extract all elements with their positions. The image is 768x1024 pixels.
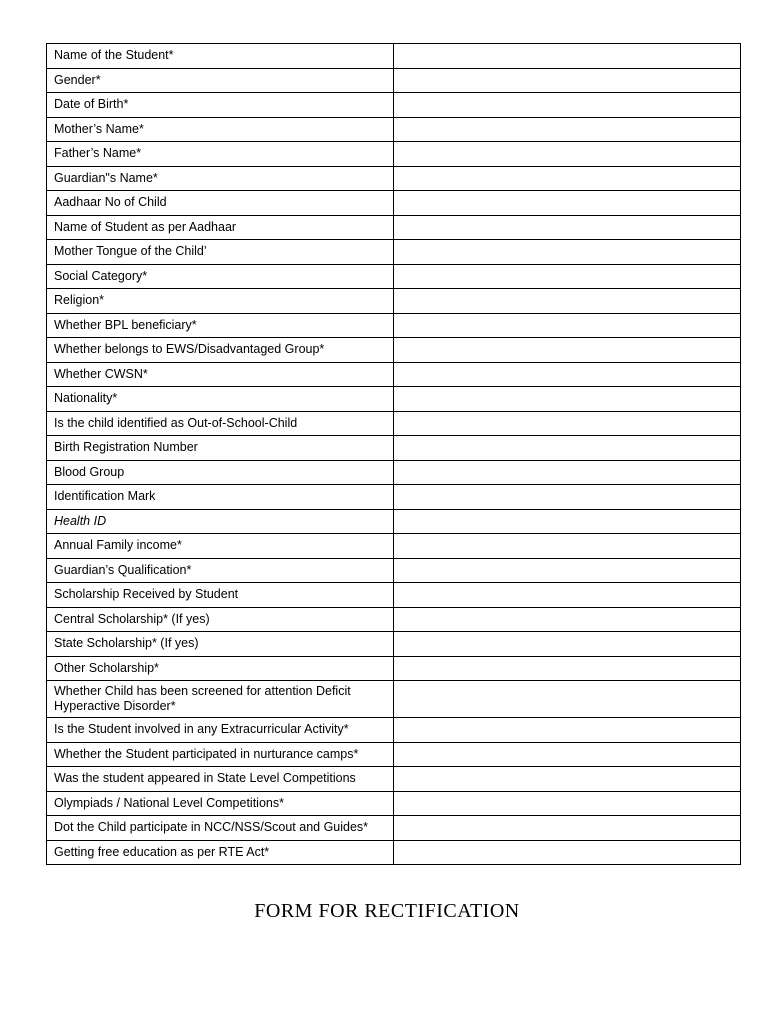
field-label: Social Category*	[47, 264, 394, 289]
field-label: Date of Birth*	[47, 93, 394, 118]
field-value[interactable]	[394, 681, 741, 718]
field-value[interactable]	[394, 485, 741, 510]
field-label: Getting free education as per RTE Act*	[47, 840, 394, 865]
field-label: Whether the Student participated in nurturance camps*	[47, 742, 394, 767]
form-row	[47, 656, 741, 681]
field-label: Name of Student as per Aadhaar	[47, 215, 394, 240]
form-row	[47, 607, 741, 632]
field-label: Gender*	[47, 68, 394, 93]
field-label: Whether BPL beneficiary*	[47, 313, 394, 338]
field-value[interactable]	[394, 142, 741, 167]
field-value[interactable]	[394, 289, 741, 314]
form-row	[47, 791, 741, 816]
field-value[interactable]	[394, 387, 741, 412]
form-row	[47, 215, 741, 240]
field-label: Dot the Child participate in NCC/NSS/Scout and Guides*	[47, 816, 394, 841]
form-row	[47, 313, 741, 338]
field-value[interactable]	[394, 411, 741, 436]
field-value[interactable]	[394, 117, 741, 142]
field-label: Religion*	[47, 289, 394, 314]
field-value[interactable]	[394, 791, 741, 816]
form-row	[47, 485, 741, 510]
form-row	[47, 142, 741, 167]
form-row	[47, 742, 741, 767]
field-label: Other Scholarship*	[47, 656, 394, 681]
field-value[interactable]	[394, 362, 741, 387]
form-row	[47, 387, 741, 412]
form-row	[47, 93, 741, 118]
field-value[interactable]	[394, 313, 741, 338]
field-label: Name of the Student*	[47, 44, 394, 69]
field-value[interactable]	[394, 742, 741, 767]
form-row	[47, 509, 741, 534]
field-label: Olympiads / National Level Competitions*	[47, 791, 394, 816]
field-value[interactable]	[394, 632, 741, 657]
form-row	[47, 68, 741, 93]
form-row	[47, 436, 741, 461]
form-row	[47, 44, 741, 69]
form-row	[47, 534, 741, 559]
field-label: Whether CWSN*	[47, 362, 394, 387]
field-value[interactable]	[394, 816, 741, 841]
form-row	[47, 460, 741, 485]
form-row	[47, 583, 741, 608]
form-row	[47, 718, 741, 743]
field-value[interactable]	[394, 840, 741, 865]
form-row	[47, 191, 741, 216]
field-value[interactable]	[394, 656, 741, 681]
field-label: Guardian’s Qualification*	[47, 558, 394, 583]
form-row	[47, 840, 741, 865]
form-row	[47, 816, 741, 841]
field-value[interactable]	[394, 338, 741, 363]
field-value[interactable]	[394, 191, 741, 216]
field-label: State Scholarship* (If yes)	[47, 632, 394, 657]
field-value[interactable]	[394, 44, 741, 69]
field-value[interactable]	[394, 718, 741, 743]
form-row	[47, 117, 741, 142]
field-value[interactable]	[394, 583, 741, 608]
form-row	[47, 240, 741, 265]
field-label: Birth Registration Number	[47, 436, 394, 461]
form-row	[47, 632, 741, 657]
field-value[interactable]	[394, 436, 741, 461]
field-label: Is the Student involved in any Extracurricular Activity*	[47, 718, 394, 743]
field-value[interactable]	[394, 767, 741, 792]
field-value[interactable]	[394, 534, 741, 559]
form-row	[47, 338, 741, 363]
field-label: Aadhaar No of Child	[47, 191, 394, 216]
field-value[interactable]	[394, 460, 741, 485]
field-label: Is the child identified as Out-of-School-Child	[47, 411, 394, 436]
field-label: Was the student appeared in State Level Competitions	[47, 767, 394, 792]
field-value[interactable]	[394, 607, 741, 632]
field-label: Annual Family income*	[47, 534, 394, 559]
field-label: Scholarship Received by Student	[47, 583, 394, 608]
field-value[interactable]	[394, 215, 741, 240]
field-label: Central Scholarship* (If yes)	[47, 607, 394, 632]
form-row	[47, 411, 741, 436]
field-value[interactable]	[394, 68, 741, 93]
form-row	[47, 681, 741, 718]
form-title: FORM FOR RECTIFICATION	[254, 900, 520, 922]
field-label: Mother Tongue of the Child’	[47, 240, 394, 265]
form-row	[47, 264, 741, 289]
field-label: Blood Group	[47, 460, 394, 485]
form-row	[47, 558, 741, 583]
field-label: Guardian"s Name*	[47, 166, 394, 191]
field-label: Health ID	[47, 509, 394, 534]
form-row	[47, 289, 741, 314]
field-label: Identification Mark	[47, 485, 394, 510]
field-label: Mother’s Name*	[47, 117, 394, 142]
field-value[interactable]	[394, 509, 741, 534]
field-value[interactable]	[394, 558, 741, 583]
field-label: Whether Child has been screened for attention Deficit Hyperactive Disorder*	[47, 681, 394, 718]
field-value[interactable]	[394, 264, 741, 289]
field-label: Father’s Name*	[47, 142, 394, 167]
field-value[interactable]	[394, 240, 741, 265]
field-label: Nationality*	[47, 387, 394, 412]
field-value[interactable]	[394, 166, 741, 191]
rectification-form-table	[46, 43, 741, 865]
form-row	[47, 362, 741, 387]
field-value[interactable]	[394, 93, 741, 118]
form-row	[47, 767, 741, 792]
form-row	[47, 166, 741, 191]
field-label: Whether belongs to EWS/Disadvantaged Group*	[47, 338, 394, 363]
